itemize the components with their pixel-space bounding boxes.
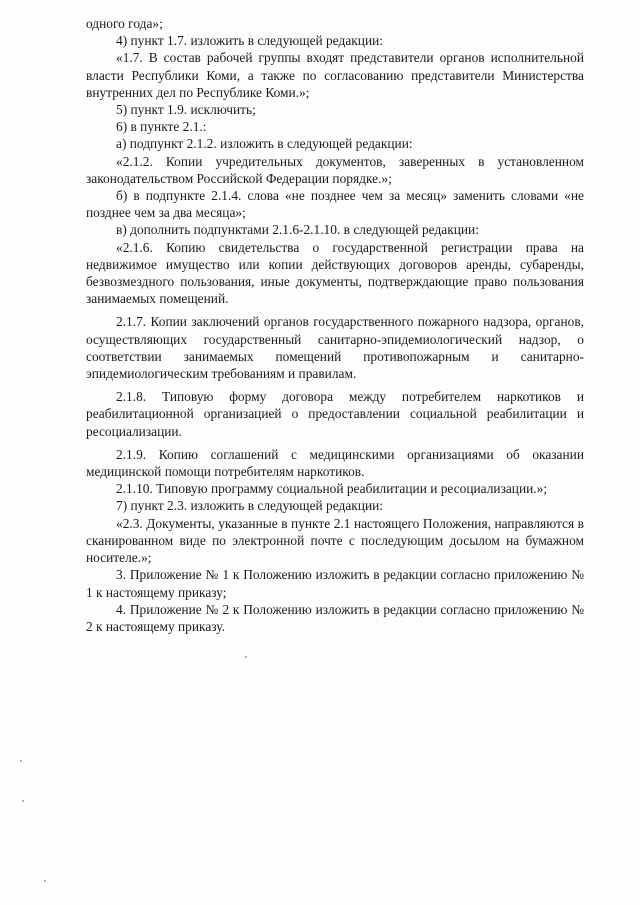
scan-speck xyxy=(245,656,247,658)
quote-1-7: «1.7. В состав рабочей группы входят представители органов исполнительной власти Республики Коми, а также по согласованию представители Министерства внутренних дел по Республике Коми.»; xyxy=(86,50,584,100)
quote-2-1-10: 2.1.10. Типовую программу социальной реабилитации и ресоциализации.»; xyxy=(116,481,548,497)
item-3: 3. Приложение № 1 к Положению изложить в редакции согласно приложению № 1 к настоящему приказу; xyxy=(86,567,584,600)
subitem-a: а) подпункт 2.1.2. изложить в следующей редакции: xyxy=(116,136,413,152)
quote-2-1-6: «2.1.6. Копию свидетельства о государственной регистрации права на недвижимое имущество или копии действующих договоров аренды, субаренды, безвозмездного пользования, иные документы, подтверждающие право пользования занимаемых помещений. xyxy=(86,239,584,307)
quote-2-3: «2.3. Документы, указанные в пункте 2.1 настоящего Положения, направляются в сканированном виде по электронной почте с последующим досылом на бумажном носителе.»; xyxy=(86,515,584,566)
item-6: 6) в пункте 2.1.: xyxy=(116,119,207,135)
scan-speck xyxy=(44,880,46,882)
paragraph-continuation: одного года»; xyxy=(86,16,163,31)
subitem-b: б) в подпункте 2.1.4. слова «не позднее чем за месяц» заменить словами «не позднее чем за два месяца»; xyxy=(86,188,584,221)
item-4: 4) пункт 1.7. изложить в следующей редакции: xyxy=(116,33,384,49)
item-7: 7) пункт 2.3. изложить в следующей редакции: xyxy=(116,498,384,514)
quote-2-1-2: «2.1.2. Копии учредительных документов, заверенных в установленном законодательством Российской Федерации порядке.»; xyxy=(86,153,584,186)
quote-2-1-9: 2.1.9. Копию соглашений с медицинскими организациями об оказании медицинской помощи потребителям наркотиков. xyxy=(86,446,584,480)
quote-2-1-8: 2.1.8. Типовую форму договора между потребителем наркотиков и реабилитационной организацией о предоставлении социальной реабилитации и ресоциализации. xyxy=(86,389,584,439)
scan-speck xyxy=(20,760,22,762)
subitem-v: в) дополнить подпунктами 2.1.6-2.1.10. в следующей редакции: xyxy=(116,222,479,238)
document-body xyxy=(86,15,584,635)
item-4-appendix: 4. Приложение № 2 к Положению изложить в редакции согласно приложению № 2 к настоящему приказу. xyxy=(86,601,584,634)
quote-2-1-7: 2.1.7. Копии заключений органов государственного пожарного надзора, органов, осуществляющих государственный санитарно-эпидемиологический надзор, о соответствии занимаемых помещений противопожарным и санитарно-эпидемиологическим требованиям и правилам. xyxy=(86,314,584,382)
item-5: 5) пункт 1.9. исключить; xyxy=(116,102,256,118)
scan-speck xyxy=(22,800,24,802)
